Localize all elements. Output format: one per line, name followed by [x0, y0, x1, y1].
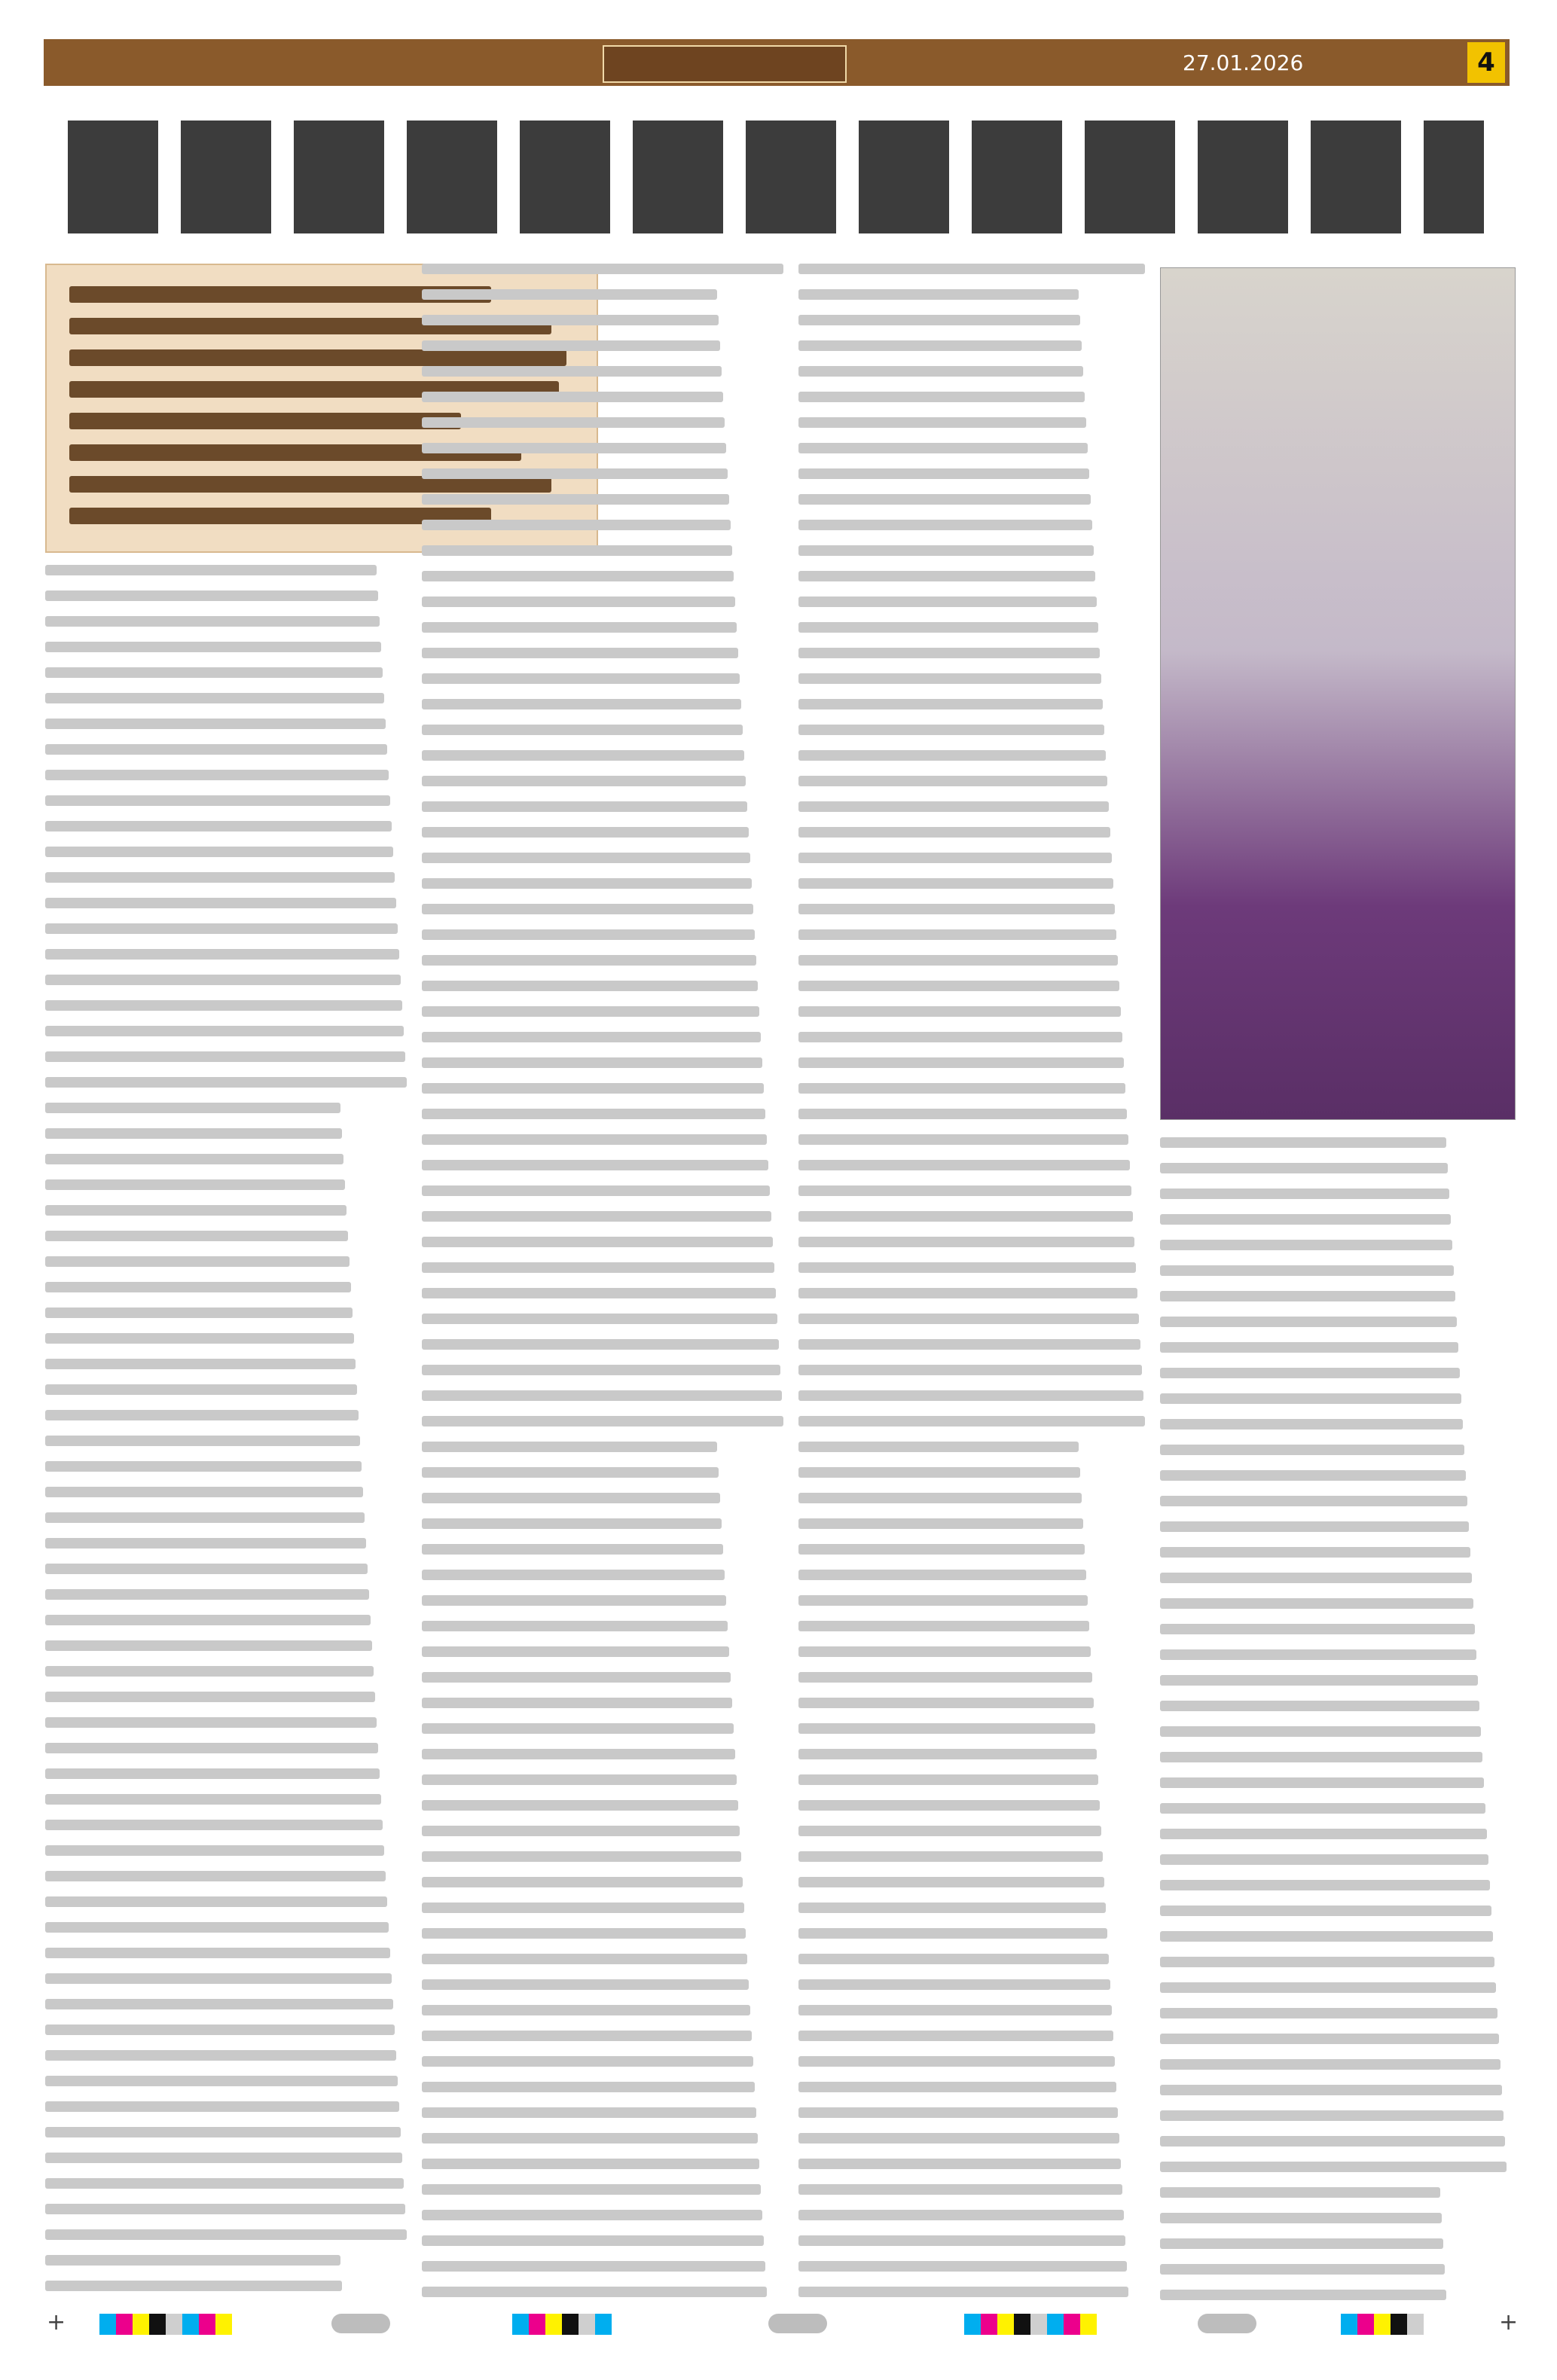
text-line-placeholder	[1160, 2213, 1442, 2223]
text-line-placeholder	[422, 673, 740, 684]
text-line-placeholder	[422, 2287, 767, 2297]
text-line-placeholder	[45, 565, 377, 575]
text-line-placeholder	[45, 1154, 343, 1164]
color-strip	[99, 2314, 232, 2335]
grey-register-pill	[331, 2314, 390, 2333]
text-line-placeholder	[798, 1288, 1137, 1298]
text-line-placeholder	[422, 2082, 755, 2092]
text-line-placeholder	[1160, 1240, 1452, 1250]
text-line-placeholder	[798, 1083, 1125, 1094]
text-line-placeholder	[1160, 1265, 1454, 1276]
text-line-placeholder	[422, 468, 728, 479]
text-line-placeholder	[422, 853, 750, 863]
text-line-placeholder	[45, 744, 387, 755]
text-line-placeholder	[1160, 2034, 1499, 2044]
text-line-placeholder	[45, 1896, 387, 1907]
text-line-placeholder	[798, 289, 1079, 300]
text-line-placeholder	[45, 1999, 393, 2009]
text-line-placeholder	[422, 1826, 740, 1836]
text-line-placeholder	[422, 392, 723, 402]
text-line-placeholder	[422, 1518, 722, 1529]
text-line-placeholder	[798, 2235, 1125, 2246]
text-line-placeholder	[798, 1672, 1092, 1683]
text-line-placeholder	[422, 2261, 765, 2272]
text-line-placeholder	[422, 1237, 773, 1247]
text-line-placeholder	[45, 2178, 404, 2189]
text-line-placeholder	[422, 622, 737, 633]
text-line-placeholder	[798, 315, 1080, 325]
text-line-placeholder	[1160, 2059, 1501, 2070]
text-line-placeholder	[798, 443, 1088, 453]
text-line-placeholder	[798, 1698, 1094, 1708]
text-line-placeholder	[45, 1845, 384, 1856]
text-line-placeholder	[1160, 1188, 1449, 1199]
person-at-podium-photo	[1160, 267, 1516, 1120]
text-line-placeholder	[422, 597, 735, 607]
text-line-placeholder	[45, 1461, 362, 1472]
text-line-placeholder	[798, 1544, 1085, 1555]
text-line-placeholder	[798, 622, 1098, 633]
text-line-placeholder	[45, 1717, 377, 1728]
text-line-placeholder	[45, 821, 392, 831]
text-line-placeholder	[1160, 1701, 1479, 1711]
article-column-3	[798, 264, 1152, 2305]
text-line-placeholder	[422, 648, 738, 658]
text-line-placeholder	[422, 366, 722, 377]
text-line-placeholder	[1160, 2162, 1507, 2172]
text-line-placeholder	[1160, 1573, 1472, 1583]
text-line-placeholder	[422, 417, 725, 428]
text-line-placeholder	[1160, 1982, 1496, 1993]
text-line-placeholder	[1160, 1957, 1494, 1967]
text-line-placeholder	[1160, 1445, 1464, 1455]
text-line-placeholder	[45, 770, 389, 780]
text-line-placeholder	[422, 1877, 743, 1887]
text-line-placeholder	[1160, 1547, 1470, 1558]
text-line-placeholder	[798, 571, 1095, 581]
grey-register-pill	[1198, 2314, 1256, 2333]
text-line-placeholder	[45, 1743, 378, 1753]
text-line-placeholder	[798, 648, 1100, 658]
text-line-placeholder	[798, 366, 1083, 377]
text-line-placeholder	[798, 1723, 1095, 1734]
text-line-placeholder	[798, 1442, 1079, 1452]
text-line-placeholder	[422, 878, 752, 889]
text-line-placeholder	[798, 597, 1097, 607]
headline-placeholder	[68, 121, 1484, 233]
text-line-placeholder	[422, 264, 783, 274]
text-line-placeholder	[422, 1442, 717, 1452]
text-line-placeholder	[422, 1262, 774, 1273]
text-line-placeholder	[45, 1538, 366, 1549]
text-line-placeholder	[45, 872, 395, 883]
text-line-placeholder	[798, 699, 1103, 709]
text-line-placeholder	[422, 2031, 752, 2041]
text-line-placeholder	[1160, 1470, 1466, 1481]
text-line-placeholder	[422, 981, 758, 991]
text-line-placeholder	[45, 1103, 340, 1113]
text-line-placeholder	[798, 1237, 1134, 1247]
text-line-placeholder	[798, 929, 1116, 940]
text-line-placeholder	[1160, 1675, 1478, 1686]
text-line-placeholder	[798, 2056, 1115, 2067]
text-line-placeholder	[45, 898, 396, 908]
text-line-placeholder	[1160, 1419, 1463, 1430]
text-line-placeholder	[1160, 2264, 1445, 2275]
text-line-placeholder	[1160, 1752, 1482, 1762]
registration-mark-icon: +	[1499, 2309, 1519, 2336]
text-line-placeholder	[45, 795, 390, 806]
text-line-placeholder	[798, 2287, 1128, 2297]
text-line-placeholder	[422, 2005, 750, 2015]
text-line-placeholder	[1160, 2238, 1443, 2249]
text-line-placeholder	[422, 571, 734, 581]
text-line-placeholder	[798, 1979, 1110, 1990]
text-line-placeholder	[45, 923, 398, 934]
text-line-placeholder	[45, 1436, 360, 1446]
text-line-placeholder	[45, 1333, 354, 1344]
text-line-placeholder	[45, 2153, 402, 2163]
text-line-placeholder	[798, 2031, 1113, 2041]
text-line-placeholder	[45, 667, 383, 678]
text-line-placeholder	[422, 1723, 734, 1734]
text-line-placeholder	[798, 1493, 1082, 1503]
text-line-placeholder	[45, 719, 386, 729]
text-line-placeholder	[45, 1794, 381, 1805]
text-line-placeholder	[798, 1570, 1086, 1580]
text-line-placeholder	[798, 1646, 1091, 1657]
text-line-placeholder	[798, 392, 1085, 402]
text-line-placeholder	[798, 1339, 1140, 1350]
text-line-placeholder	[45, 642, 381, 652]
masthead-logo	[603, 45, 847, 83]
text-line-placeholder	[798, 878, 1113, 889]
text-line-placeholder	[45, 693, 384, 703]
text-line-placeholder	[45, 1359, 356, 1369]
text-line-placeholder	[422, 1698, 732, 1708]
text-line-placeholder	[45, 1666, 374, 1677]
text-line-placeholder	[422, 1621, 728, 1631]
text-line-placeholder	[422, 1185, 770, 1196]
text-line-placeholder	[45, 1026, 404, 1036]
text-line-placeholder	[45, 2255, 340, 2266]
text-line-placeholder	[45, 1179, 345, 1190]
text-line-placeholder	[422, 1646, 729, 1657]
text-line-placeholder	[1160, 1906, 1491, 1916]
text-line-placeholder	[798, 2159, 1121, 2169]
text-line-placeholder	[798, 1851, 1103, 1862]
text-line-placeholder	[798, 1877, 1104, 1887]
text-line-placeholder	[45, 2229, 407, 2240]
text-line-placeholder	[1160, 1368, 1460, 1378]
text-line-placeholder	[798, 1032, 1122, 1042]
text-line-placeholder	[422, 1160, 768, 1170]
text-line-placeholder	[1160, 1880, 1490, 1890]
text-line-placeholder	[45, 1871, 386, 1881]
text-line-placeholder	[45, 949, 399, 960]
text-line-placeholder	[798, 520, 1092, 530]
text-line-placeholder	[422, 1672, 731, 1683]
text-line-placeholder	[45, 1077, 407, 1088]
text-line-placeholder	[45, 1512, 365, 1523]
text-line-placeholder	[798, 955, 1118, 966]
text-line-placeholder	[798, 2210, 1124, 2220]
text-line-placeholder	[45, 1051, 405, 1062]
text-line-placeholder	[422, 340, 720, 351]
text-line-placeholder	[798, 1006, 1121, 1017]
text-line-placeholder	[422, 1390, 782, 1401]
text-line-placeholder	[798, 981, 1119, 991]
text-line-placeholder	[45, 847, 393, 857]
text-line-placeholder	[45, 590, 378, 601]
article-column-1	[45, 264, 414, 2305]
text-line-placeholder	[422, 1954, 747, 1964]
text-line-placeholder	[1160, 1598, 1473, 1609]
text-line-placeholder	[798, 1365, 1142, 1375]
text-line-placeholder	[45, 1768, 380, 1779]
text-line-placeholder	[798, 750, 1106, 761]
color-strip	[964, 2314, 1097, 2335]
text-line-placeholder	[798, 2184, 1122, 2195]
text-line-placeholder	[798, 1416, 1145, 1426]
text-line-placeholder	[422, 520, 731, 530]
text-line-placeholder	[45, 1307, 353, 1318]
text-line-placeholder	[422, 1595, 726, 1606]
text-line-placeholder	[422, 2133, 758, 2144]
text-line-placeholder	[45, 1692, 375, 1702]
text-line-placeholder	[1160, 2008, 1497, 2018]
text-line-placeholder	[1160, 1214, 1451, 1225]
text-line-placeholder	[1160, 1803, 1485, 1814]
text-line-placeholder	[1160, 1521, 1469, 1532]
color-strip	[512, 2314, 612, 2335]
text-line-placeholder	[45, 1640, 372, 1651]
text-line-placeholder	[1160, 2110, 1504, 2121]
text-line-placeholder	[422, 1416, 783, 1426]
text-line-placeholder	[422, 289, 717, 300]
text-line-placeholder	[422, 2056, 753, 2067]
text-line-placeholder	[422, 2235, 764, 2246]
text-line-placeholder	[1160, 2136, 1505, 2147]
text-line-placeholder	[1160, 2290, 1446, 2300]
registration-mark-icon: +	[47, 2309, 66, 2336]
text-line-placeholder	[422, 1365, 780, 1375]
text-line-placeholder	[422, 1109, 765, 1119]
text-line-placeholder	[422, 2184, 761, 2195]
text-line-placeholder	[798, 1595, 1088, 1606]
text-line-placeholder	[45, 1948, 390, 1958]
text-line-placeholder	[422, 801, 747, 812]
issue-date: 27.01.2026	[1183, 50, 1304, 75]
text-line-placeholder	[798, 545, 1094, 556]
text-line-placeholder	[422, 1749, 735, 1759]
text-line-placeholder	[798, 1518, 1083, 1529]
text-line-placeholder	[1160, 1649, 1476, 1660]
text-line-placeholder	[1160, 2085, 1502, 2095]
text-line-placeholder	[422, 494, 729, 505]
text-line-placeholder	[798, 1211, 1133, 1222]
text-line-placeholder	[798, 1467, 1080, 1478]
text-line-placeholder	[45, 2076, 398, 2086]
text-line-placeholder	[422, 315, 719, 325]
text-line-placeholder	[1160, 1317, 1457, 1327]
grey-register-pill	[768, 2314, 827, 2333]
text-line-placeholder	[798, 801, 1109, 812]
text-line-placeholder	[798, 2107, 1118, 2118]
text-line-placeholder	[422, 1467, 719, 1478]
text-line-placeholder	[45, 616, 380, 627]
text-line-placeholder	[798, 1109, 1127, 1119]
text-line-placeholder	[798, 1826, 1101, 1836]
text-line-placeholder	[798, 1928, 1107, 1939]
text-line-placeholder	[798, 1621, 1089, 1631]
text-line-placeholder	[45, 1128, 342, 1139]
text-line-placeholder	[798, 417, 1086, 428]
text-line-placeholder	[422, 904, 753, 914]
text-line-placeholder	[422, 1851, 741, 1862]
text-line-placeholder	[798, 468, 1089, 479]
text-line-placeholder	[422, 1979, 749, 1990]
text-line-placeholder	[45, 1384, 357, 1395]
text-line-placeholder	[45, 1487, 363, 1497]
text-line-placeholder	[45, 2127, 401, 2137]
text-line-placeholder	[45, 1615, 371, 1625]
text-line-placeholder	[422, 1339, 779, 1350]
text-line-placeholder	[45, 1282, 351, 1292]
text-line-placeholder	[798, 1902, 1106, 1913]
text-line-placeholder	[422, 1057, 762, 1068]
text-line-placeholder	[1160, 1163, 1448, 1173]
text-line-placeholder	[422, 1493, 720, 1503]
text-line-placeholder	[798, 264, 1145, 274]
text-line-placeholder	[1160, 1342, 1458, 1353]
text-line-placeholder	[45, 1231, 348, 1241]
text-line-placeholder	[422, 1288, 776, 1298]
text-line-placeholder	[798, 1262, 1136, 1273]
text-line-placeholder	[45, 2204, 405, 2214]
text-line-placeholder	[422, 1032, 761, 1042]
text-line-placeholder	[45, 2025, 395, 2035]
text-line-placeholder	[422, 1134, 767, 1145]
text-line-placeholder	[45, 1256, 350, 1267]
text-line-placeholder	[798, 1954, 1109, 1964]
text-line-placeholder	[422, 699, 741, 709]
text-line-placeholder	[45, 1589, 369, 1600]
text-line-placeholder	[45, 1000, 402, 1011]
text-line-placeholder	[45, 1922, 389, 1933]
article-column-2	[422, 264, 791, 2305]
text-line-placeholder	[1160, 1777, 1484, 1788]
text-line-placeholder	[422, 750, 744, 761]
text-line-placeholder	[798, 2005, 1112, 2015]
text-line-placeholder	[422, 929, 755, 940]
text-line-placeholder	[1160, 1931, 1493, 1942]
text-line-placeholder	[422, 1774, 737, 1785]
text-line-placeholder	[422, 2159, 759, 2169]
color-strip	[1341, 2314, 1424, 2335]
text-line-placeholder	[45, 2101, 399, 2112]
text-line-placeholder	[422, 443, 726, 453]
text-line-placeholder	[422, 776, 746, 786]
text-line-placeholder	[798, 1774, 1098, 1785]
text-line-placeholder	[45, 1820, 383, 1830]
text-line-placeholder	[798, 1314, 1139, 1324]
text-line-placeholder	[798, 673, 1101, 684]
text-line-placeholder	[798, 494, 1091, 505]
text-line-placeholder	[798, 2133, 1119, 2144]
text-line-placeholder	[422, 1570, 725, 1580]
text-line-placeholder	[422, 1928, 746, 1939]
text-line-placeholder	[798, 1749, 1097, 1759]
text-line-placeholder	[422, 1314, 777, 1324]
text-line-placeholder	[45, 2050, 396, 2061]
text-line-placeholder	[798, 1800, 1100, 1811]
text-line-placeholder	[45, 1410, 359, 1420]
text-line-placeholder	[1160, 1137, 1446, 1148]
text-line-placeholder	[1160, 1393, 1461, 1404]
text-line-placeholder	[798, 853, 1112, 863]
text-line-placeholder	[798, 1160, 1130, 1170]
text-line-placeholder	[422, 2210, 762, 2220]
text-line-placeholder	[798, 725, 1104, 735]
text-line-placeholder	[45, 1973, 392, 1984]
text-line-placeholder	[798, 2082, 1116, 2092]
text-line-placeholder	[1160, 1496, 1467, 1506]
text-line-placeholder	[422, 827, 749, 838]
text-line-placeholder	[798, 827, 1110, 838]
text-line-placeholder	[798, 1057, 1124, 1068]
text-line-placeholder	[422, 2107, 756, 2118]
text-line-placeholder	[422, 1083, 764, 1094]
text-line-placeholder	[422, 1544, 723, 1555]
text-line-placeholder	[798, 1134, 1128, 1145]
text-line-placeholder	[45, 2281, 342, 2291]
text-line-placeholder	[798, 776, 1107, 786]
text-line-placeholder	[1160, 1854, 1488, 1865]
text-line-placeholder	[422, 1211, 771, 1222]
text-line-placeholder	[422, 1902, 744, 1913]
text-line-placeholder	[422, 1006, 759, 1017]
text-line-placeholder	[798, 2261, 1127, 2272]
text-line-placeholder	[45, 1205, 347, 1216]
text-line-placeholder	[422, 955, 756, 966]
text-line-placeholder	[1160, 1291, 1455, 1301]
text-line-placeholder	[1160, 1829, 1487, 1839]
text-line-placeholder	[422, 1800, 738, 1811]
text-line-placeholder	[1160, 1624, 1475, 1634]
text-line-placeholder	[422, 725, 743, 735]
text-line-placeholder	[45, 1564, 368, 1574]
text-line-placeholder	[422, 545, 732, 556]
text-line-placeholder	[1160, 2187, 1440, 2198]
text-line-placeholder	[798, 1390, 1143, 1401]
text-line-placeholder	[1160, 1726, 1481, 1737]
page-number: 4	[1467, 42, 1505, 83]
text-line-placeholder	[45, 975, 401, 985]
text-line-placeholder	[798, 904, 1115, 914]
text-line-placeholder	[798, 1185, 1131, 1196]
text-line-placeholder	[798, 340, 1082, 351]
